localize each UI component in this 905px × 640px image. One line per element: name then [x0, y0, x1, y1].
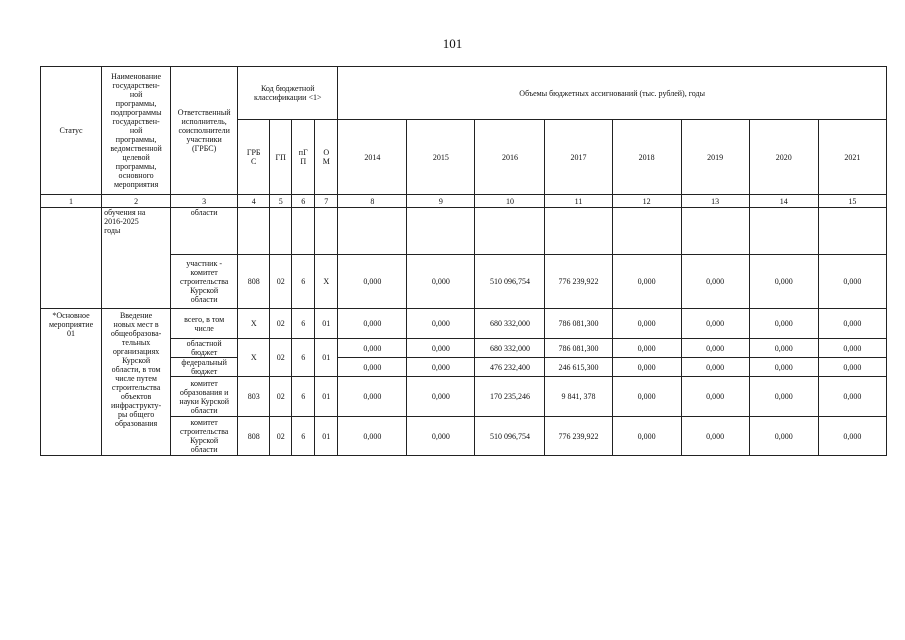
value-cell: 0,000	[749, 377, 818, 417]
value-cell: 510 096,754	[475, 417, 545, 456]
column-number: 6	[292, 195, 315, 208]
column-number: 5	[270, 195, 292, 208]
table-row	[41, 208, 887, 255]
value-cell: 776 239,922	[545, 255, 612, 309]
header-executor: Ответственный исполнитель, соисполнители участники (ГРБС)	[171, 67, 238, 195]
value-cell: 0,000	[407, 339, 475, 358]
header-year: 2021	[818, 120, 886, 195]
code-cell: 808	[238, 417, 270, 456]
value-cell: 0,000	[612, 255, 681, 309]
header-year: 2017	[545, 120, 612, 195]
column-number: 10	[475, 195, 545, 208]
value-cell: 0,000	[681, 255, 749, 309]
code-cell: 02	[270, 339, 292, 377]
header-volume-group: Объемы бюджетных ассигнований (тыс. рублей), годы	[338, 67, 887, 120]
code-cell: 01	[315, 309, 338, 339]
header-code-group: Код бюджетной классификации <1>	[238, 67, 338, 120]
column-number: 4	[238, 195, 270, 208]
value-cell: 0,000	[681, 358, 749, 377]
executor-cell: областной бюджет	[171, 339, 238, 358]
code-cell: 6	[292, 309, 315, 339]
value-cell: 680 332,000	[475, 309, 545, 339]
code-cell: 01	[315, 417, 338, 456]
column-number: 12	[612, 195, 681, 208]
budget-table	[40, 66, 887, 456]
header-year: 2015	[407, 120, 475, 195]
value-cell: 680 332,000	[475, 339, 545, 358]
value-cell: 0,000	[612, 339, 681, 358]
code-cell: 6	[292, 417, 315, 456]
value-cell: 246 615,300	[545, 358, 612, 377]
value-cell: 0,000	[338, 358, 407, 377]
value-cell: 786 081,300	[545, 309, 612, 339]
code-cell: 808	[238, 255, 270, 309]
executor-cell: федеральный бюджет	[171, 358, 238, 377]
code-cell: 6	[292, 339, 315, 377]
table-row	[41, 309, 887, 339]
executor-cell: комитет строительства Курской области	[171, 417, 238, 456]
header-code-gp: ГП	[270, 120, 292, 195]
code-cell: 01	[315, 339, 338, 377]
value-cell: 0,000	[818, 309, 886, 339]
value-cell: 9 841, 378	[545, 377, 612, 417]
column-number: 14	[749, 195, 818, 208]
continued-name-cell: обучения на 2016-2025 годы	[102, 208, 171, 309]
header-status: Статус	[41, 67, 102, 195]
value-cell: 0,000	[407, 255, 475, 309]
code-cell: 01	[315, 377, 338, 417]
header-year: 2018	[612, 120, 681, 195]
value-cell: 510 096,754	[475, 255, 545, 309]
executor-cell: комитет образования и науки Курской области	[171, 377, 238, 417]
value-cell: 0,000	[407, 358, 475, 377]
value-cell: 0,000	[612, 417, 681, 456]
value-cell: 0,000	[818, 339, 886, 358]
executor-cell: участник - комитет строительства Курской области	[171, 255, 238, 309]
value-cell: 0,000	[681, 339, 749, 358]
page-number: 101	[442, 36, 463, 51]
header-code-om: О М	[315, 120, 338, 195]
column-number: 2	[102, 195, 171, 208]
value-cell: 0,000	[818, 377, 886, 417]
value-cell: 0,000	[818, 417, 886, 456]
header-code-pgp: пГ П	[292, 120, 315, 195]
header-code-grbs: ГРБ С	[238, 120, 270, 195]
header-year: 2014	[338, 120, 407, 195]
value-cell: 0,000	[749, 255, 818, 309]
header-year: 2019	[681, 120, 749, 195]
column-number-row	[41, 195, 887, 208]
value-cell: 776 239,922	[545, 417, 612, 456]
value-cell: 0,000	[612, 309, 681, 339]
code-cell: 02	[270, 417, 292, 456]
code-cell: Х	[238, 309, 270, 339]
value-cell: 0,000	[338, 417, 407, 456]
value-cell: 476 232,400	[475, 358, 545, 377]
value-cell: 0,000	[749, 417, 818, 456]
value-cell: 0,000	[749, 358, 818, 377]
code-cell: 02	[270, 255, 292, 309]
executor-cell: всего, в том числе	[171, 309, 238, 339]
value-cell: 0,000	[681, 309, 749, 339]
value-cell: 0,000	[818, 358, 886, 377]
header-year: 2016	[475, 120, 545, 195]
value-cell: 0,000	[338, 339, 407, 358]
column-number: 15	[818, 195, 886, 208]
main-activity-status: *Основное мероприятие 01	[41, 309, 102, 456]
column-number: 9	[407, 195, 475, 208]
value-cell: 0,000	[749, 339, 818, 358]
value-cell: 0,000	[681, 377, 749, 417]
code-cell: Х	[315, 255, 338, 309]
value-cell: 786 081,300	[545, 339, 612, 358]
code-cell: 6	[292, 377, 315, 417]
value-cell: 0,000	[612, 358, 681, 377]
column-number: 3	[171, 195, 238, 208]
code-cell: Х	[238, 339, 270, 377]
value-cell: 170 235,246	[475, 377, 545, 417]
column-number: 8	[338, 195, 407, 208]
header-name: Наименование государствен- ной программы, подпрограммы государствен- ной программы, ведомственной целевой программы, основного мероприятия	[102, 67, 171, 195]
value-cell: 0,000	[407, 417, 475, 456]
code-cell: 803	[238, 377, 270, 417]
status-cell-empty	[41, 208, 102, 309]
column-number: 1	[41, 195, 102, 208]
code-cell: 02	[270, 309, 292, 339]
header-year: 2020	[749, 120, 818, 195]
column-number: 13	[681, 195, 749, 208]
value-cell: 0,000	[749, 309, 818, 339]
value-cell: 0,000	[407, 377, 475, 417]
column-number: 11	[545, 195, 612, 208]
value-cell: 0,000	[681, 417, 749, 456]
value-cell: 0,000	[338, 377, 407, 417]
code-cell: 02	[270, 377, 292, 417]
code-cell: 6	[292, 255, 315, 309]
value-cell: 0,000	[407, 309, 475, 339]
main-activity-name: Введение новых мест в общеобразова- тельных организациях Курской области, в том числе путем строительства объектов инфраструкту- ры общего образования	[102, 309, 171, 456]
value-cell: 0,000	[612, 377, 681, 417]
value-cell: 0,000	[818, 255, 886, 309]
value-cell: 0,000	[338, 309, 407, 339]
value-cell: 0,000	[338, 255, 407, 309]
column-number: 7	[315, 195, 338, 208]
continued-executor-cell: области	[171, 208, 238, 255]
